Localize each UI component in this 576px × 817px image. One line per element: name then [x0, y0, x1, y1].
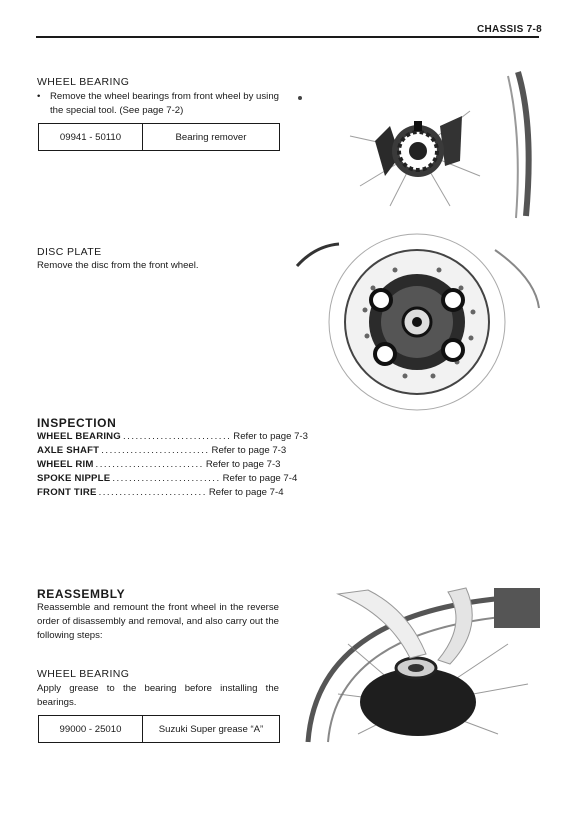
inspection-item-name: FRONT TIRE [37, 487, 97, 498]
inspection-item-name: WHEEL BEARING [37, 431, 121, 442]
wheel-bearing-removal-title: WHEEL BEARING [37, 76, 130, 88]
inspection-title: INSPECTION [37, 416, 117, 430]
inspection-item-ref: Refer to page 7-3 [211, 445, 287, 456]
inspection-item-ref: Refer to page 7-4 [208, 487, 284, 498]
inspection-item [37, 459, 280, 473]
inspection-item-ref: Refer to page 7-4 [222, 473, 298, 484]
special-tool-name: Bearing remover [143, 124, 280, 151]
inspection-item-name: AXLE SHAFT [37, 445, 100, 456]
reassembly-title: REASSEMBLY [37, 587, 126, 601]
grease-number: 99000 - 25010 [39, 716, 143, 743]
grease-table [38, 715, 280, 743]
leader-dots: .......................... [101, 445, 210, 456]
leader-dots: .......................... [98, 487, 207, 498]
special-tool-row [39, 124, 280, 151]
bearing-remover-photo [290, 66, 540, 226]
leader-dots: .......................... [95, 459, 204, 470]
reassembly-wheel-bearing-text: Apply grease to the bearing before installing the bearings. [37, 683, 279, 708]
inspection-item [37, 445, 287, 459]
leader-dots: .......................... [112, 473, 221, 484]
inspection-item-name: SPOKE NIPPLE [37, 473, 111, 484]
reassembly-text: Reassemble and remount the front wheel in the reverse order of disassembly and removal, and also carry out the following steps: [37, 602, 279, 641]
page-header-label: CHASSIS 7-8 [477, 24, 542, 35]
disc-plate-text: Remove the disc from the front wheel. [37, 260, 199, 271]
disc-plate-photo [295, 238, 540, 398]
wheel-bearing-removal-text: Remove the wheel bearings from front wheel by using the special tool. (See page 7-2) [50, 91, 279, 116]
bullet-marker: • [37, 91, 41, 102]
inspection-item-ref: Refer to page 7-3 [205, 459, 281, 470]
header-rule [36, 36, 539, 38]
grease-name: Suzuki Super grease “A” [143, 716, 280, 743]
special-tool-number: 09941 - 50110 [39, 124, 143, 151]
reassembly-wheel-bearing-title: WHEEL BEARING [37, 668, 130, 680]
inspection-item [37, 473, 298, 487]
inspection-item-ref: Refer to page 7-3 [233, 431, 308, 442]
inspection-item [37, 431, 308, 445]
leader-dots: .......................... [122, 431, 232, 442]
special-tool-table [38, 123, 280, 151]
grease-bearing-photo [298, 584, 540, 742]
inspection-item-name: WHEEL RIM [37, 459, 94, 470]
grease-row [39, 716, 280, 743]
inspection-item [37, 487, 284, 501]
disc-plate-title: DISC PLATE [37, 246, 102, 258]
